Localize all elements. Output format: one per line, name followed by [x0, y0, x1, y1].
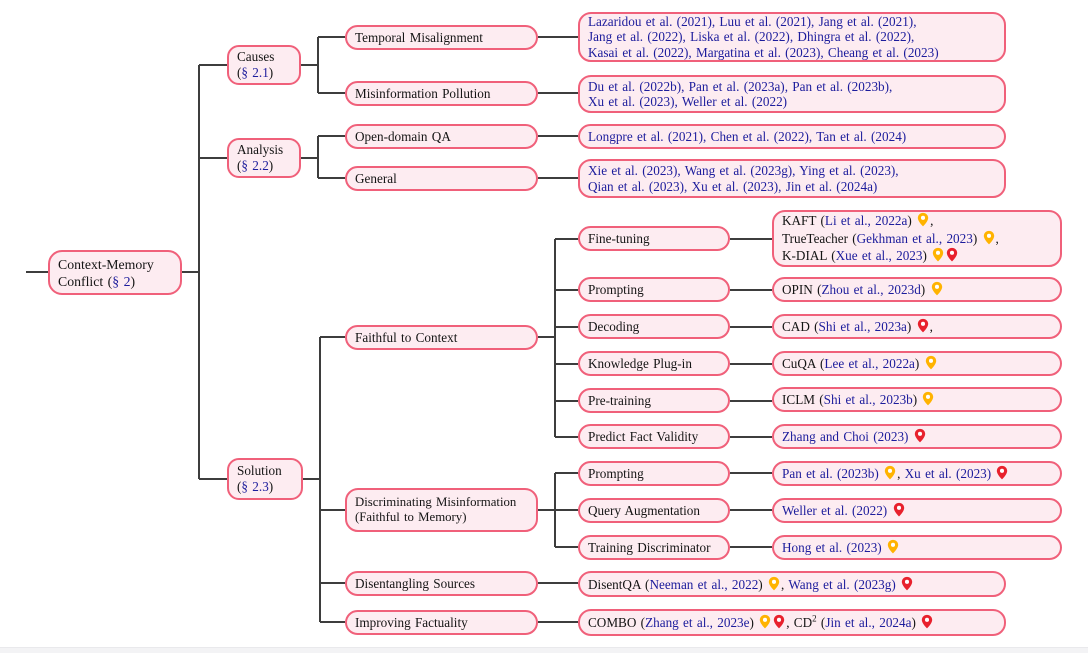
text-line	[355, 615, 528, 631]
label-text: Decoding	[588, 318, 640, 334]
citation-link[interactable]: Li et al., 2022a	[824, 212, 908, 228]
citation-link[interactable]: Xu et al. (2023), Weller et al. (2022)	[588, 94, 788, 109]
node-training-discriminator	[578, 535, 730, 560]
citations-prompting-context	[772, 277, 1062, 302]
node-misinformation-pollution	[345, 81, 538, 106]
citation-link[interactable]: Du et al. (2022b), Pan et al. (2023a), Pan et al. (2023b),	[588, 78, 893, 94]
label-text: ,	[930, 212, 934, 228]
citation-link[interactable]: Shi et al., 2023a	[818, 319, 907, 335]
red-location-pin-icon	[946, 247, 958, 262]
label-text: Solution	[237, 463, 282, 478]
label-text: )	[920, 282, 930, 298]
label-text: (	[237, 479, 242, 494]
text-line	[588, 540, 720, 556]
label-text: (	[237, 158, 242, 173]
label-text: , CD	[786, 615, 813, 631]
citation-link[interactable]: § 2	[112, 273, 131, 289]
label-text: )	[906, 319, 916, 335]
label-text: Pre-training	[588, 392, 651, 408]
node-knowledge-plug-in	[578, 351, 730, 376]
citations-temporal-misalignment	[578, 12, 1006, 62]
text-line	[588, 503, 720, 519]
text-line	[237, 479, 293, 495]
red-location-pin-icon	[893, 502, 905, 517]
text-line	[588, 356, 720, 372]
citations-training-discriminator	[772, 535, 1062, 560]
node-faithful-to-context	[345, 325, 538, 350]
label-text: Disentangling Sources	[355, 575, 476, 591]
text-line	[355, 576, 528, 592]
text-line	[588, 319, 720, 335]
node-solution	[227, 458, 303, 500]
citation-link[interactable]: Qian et al. (2023), Xu et al. (2023), Jin et al. (2024a)	[588, 178, 878, 194]
citation-link[interactable]: § 2.2	[241, 158, 269, 173]
citations-pre-training	[772, 387, 1062, 412]
red-location-pin-icon	[773, 614, 785, 629]
label-text: OPIN (	[782, 282, 822, 298]
citation-link[interactable]: Lazaridou et al. (2021), Luu et al. (2021), Jang et al. (2021),	[588, 13, 917, 29]
text-line	[782, 428, 1052, 445]
label-text: Misinformation Pollution	[355, 85, 491, 101]
label-text: )	[914, 356, 924, 372]
node-prompting-context	[578, 277, 730, 302]
text-line	[355, 171, 528, 187]
node-general	[345, 166, 538, 191]
node-temporal-misalignment	[345, 25, 538, 50]
label-text: ICLM (	[782, 392, 824, 408]
node-fine-tuning	[578, 226, 730, 251]
text-line	[782, 539, 1052, 556]
yellow-location-pin-icon	[759, 614, 771, 629]
citation-link[interactable]: Xie et al. (2023), Wang et al. (2023g), Ying et al. (2023),	[588, 163, 899, 179]
label-text: Fine-tuning	[588, 230, 650, 246]
yellow-location-pin-icon	[932, 247, 944, 262]
label-text: Open-domain QA	[355, 128, 451, 144]
label-text: )	[268, 158, 274, 173]
yellow-location-pin-icon	[917, 212, 929, 227]
citations-decoding	[772, 314, 1062, 339]
label-text: 2	[812, 613, 817, 624]
text-line	[588, 179, 996, 194]
label-text: Analysis	[237, 142, 284, 157]
yellow-location-pin-icon	[884, 465, 896, 480]
citation-link[interactable]: Zhang and Choi (2023)	[782, 429, 913, 445]
node-discriminating-misinformation	[345, 488, 538, 532]
label-text: )	[922, 248, 932, 264]
citation-link[interactable]: Zhang et al., 2023e	[645, 615, 750, 631]
citation-link[interactable]: § 2.1	[241, 65, 269, 80]
label-text: )	[749, 615, 759, 631]
label-text: ,	[781, 576, 789, 592]
text-line	[588, 79, 996, 94]
node-improving-factuality	[345, 610, 538, 635]
label-text: ,	[929, 319, 933, 335]
label-text: Causes	[237, 49, 275, 64]
citations-query-augmentation	[772, 498, 1062, 523]
citations-misinformation-pollution	[578, 75, 1006, 113]
text-line	[237, 463, 293, 479]
text-line	[782, 318, 1052, 335]
citation-link[interactable]: Jang et al. (2022), Liska et al. (2022), Dhingra et al. (2022),	[588, 29, 915, 45]
yellow-location-pin-icon	[768, 576, 780, 591]
citation-link[interactable]: Jin et al., 2024a	[825, 615, 912, 631]
label-text: )	[911, 615, 921, 631]
citation-link[interactable]: § 2.3	[241, 479, 269, 494]
node-context-memory-conflict	[48, 250, 182, 295]
node-prompting-memory	[578, 461, 730, 486]
label-text: DisentQA (	[588, 576, 650, 592]
text-line	[588, 163, 996, 178]
text-line	[237, 158, 291, 174]
label-text: Conflict (	[58, 273, 113, 289]
label-text: Context-Memory	[58, 256, 154, 272]
text-line	[782, 391, 1052, 408]
citation-link[interactable]: Weller et al. (2022)	[782, 503, 892, 519]
citations-general	[578, 159, 1006, 198]
node-analysis	[227, 138, 301, 178]
text-line	[782, 230, 1052, 248]
label-text: General	[355, 170, 397, 186]
label-text: Faithful to Context	[355, 329, 458, 345]
label-text: K-DIAL (	[782, 248, 836, 264]
citation-link[interactable]: Xu et al. (2023)	[904, 466, 996, 482]
label-text: ,	[995, 230, 999, 246]
label-text: (	[816, 615, 826, 631]
citation-link[interactable]: Zhou et al., 2023d	[821, 282, 921, 298]
text-line	[58, 273, 172, 290]
text-line	[782, 212, 1052, 230]
citation-link[interactable]: Kasai et al. (2022), Margatina et al. (2023), Cheang et al. (2023)	[588, 44, 939, 60]
text-line	[782, 465, 1052, 482]
text-line	[588, 614, 996, 631]
label-text: KAFT (	[782, 212, 825, 228]
text-line	[782, 355, 1052, 372]
label-text: Prompting	[588, 465, 644, 481]
text-line	[588, 129, 996, 145]
label-text: )	[972, 230, 982, 246]
text-line	[588, 14, 996, 29]
text-line	[355, 330, 528, 346]
red-location-pin-icon	[917, 318, 929, 333]
label-text: Predict Fact Validity	[588, 428, 699, 444]
label-text: Prompting	[588, 281, 644, 297]
node-open-domain-qa	[345, 124, 538, 149]
text-line	[355, 30, 528, 46]
citation-link[interactable]: Longpre et al. (2021), Chen et al. (2022), Tan et al. (2024)	[588, 128, 907, 144]
red-location-pin-icon	[921, 614, 933, 629]
label-text: )	[907, 212, 917, 228]
label-text: )	[912, 392, 922, 408]
text-line	[782, 247, 1052, 265]
label-text: Training Discriminator	[588, 539, 711, 555]
text-line	[782, 502, 1052, 519]
red-location-pin-icon	[996, 465, 1008, 480]
red-location-pin-icon	[914, 428, 926, 443]
label-text: )	[268, 65, 274, 80]
text-line	[58, 256, 172, 273]
citations-knowledge-plug-in	[772, 351, 1062, 376]
text-line	[782, 281, 1052, 298]
citation-link[interactable]: Hong et al. (2023)	[782, 540, 886, 556]
label-text: CuQA (	[782, 356, 825, 372]
text-line	[237, 49, 291, 65]
yellow-location-pin-icon	[983, 230, 995, 245]
citations-predict-fact-validity	[772, 424, 1062, 449]
page-edge-strip	[0, 647, 1088, 653]
text-line	[237, 142, 291, 158]
citations-prompting-memory	[772, 461, 1062, 486]
node-predict-fact-validity	[578, 424, 730, 449]
label-text: )	[758, 576, 767, 592]
label-text: CAD (	[782, 319, 819, 335]
text-line	[355, 129, 528, 145]
label-text: Knowledge Plug-in	[588, 355, 692, 371]
node-causes	[227, 45, 301, 85]
label-text: )	[130, 273, 136, 289]
text-line	[588, 231, 720, 247]
text-line	[588, 282, 720, 298]
citation-link[interactable]: Lee et al., 2022a	[824, 356, 915, 372]
label-text: COMBO (	[588, 615, 646, 631]
label-text: )	[268, 479, 274, 494]
label-text: (Faithful to Memory)	[355, 510, 467, 524]
yellow-location-pin-icon	[922, 391, 934, 406]
text-line	[355, 495, 528, 510]
text-line	[355, 86, 528, 102]
label-text: ,	[897, 466, 905, 482]
text-line	[588, 29, 996, 44]
citation-link[interactable]: Wang et al. (2023g)	[788, 576, 901, 592]
label-text: Query Augmentation	[588, 502, 700, 518]
text-line	[588, 576, 996, 593]
citation-link[interactable]: Shi et al., 2023b	[823, 392, 913, 408]
node-query-augmentation	[578, 498, 730, 523]
yellow-location-pin-icon	[931, 281, 943, 296]
citations-open-domain-qa	[578, 124, 1006, 149]
citations-disentangling-sources	[578, 571, 1006, 597]
label-text: Discriminating Misinformation	[355, 495, 517, 509]
citations-fine-tuning	[772, 210, 1062, 267]
citation-link[interactable]: Pan et al. (2023b)	[782, 466, 884, 482]
node-pre-training	[578, 388, 730, 413]
yellow-location-pin-icon	[887, 539, 899, 554]
citations-improving-factuality	[578, 609, 1006, 636]
yellow-location-pin-icon	[925, 355, 937, 370]
text-line	[355, 510, 528, 525]
text-line	[588, 466, 720, 482]
label-text: (	[237, 65, 242, 80]
node-decoding	[578, 314, 730, 339]
label-text: Improving Factuality	[355, 614, 468, 630]
citation-link[interactable]: Neeman et al., 2022	[649, 576, 759, 592]
text-line	[588, 393, 720, 409]
citation-link[interactable]: Gekhman et al., 2023	[856, 230, 973, 246]
node-disentangling-sources	[345, 571, 538, 596]
text-line	[237, 65, 291, 81]
citation-link[interactable]: Xue et al., 2023	[835, 248, 923, 264]
label-text: TrueTeacher (	[782, 230, 857, 246]
label-text: Temporal Misalignment	[355, 29, 483, 45]
text-line	[588, 429, 720, 445]
text-line	[588, 45, 996, 60]
text-line	[588, 94, 996, 109]
red-location-pin-icon	[901, 576, 913, 591]
